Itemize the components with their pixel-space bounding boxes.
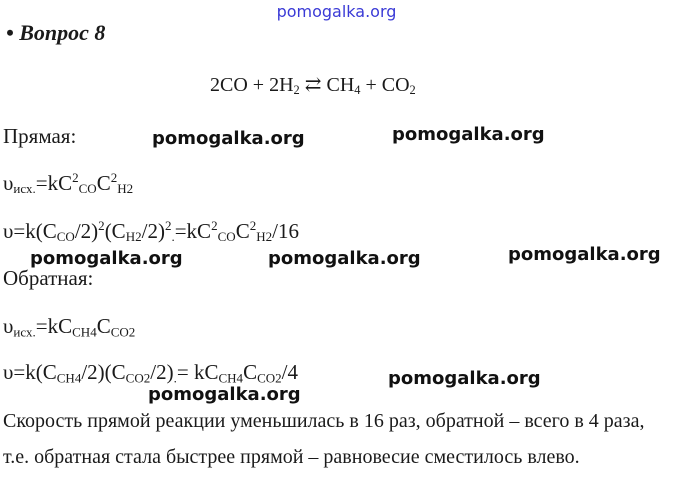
equilibrium-arrow-icon: ⇄ [304,74,322,96]
reaction-equation: $2CO + 2H_2$ ⇄ $CH_4 + CO_2$ [210,74,416,98]
conclusion-text: Скорость прямой реакции уменьшилась в 16 раз, обратной – всего в 4 раза, т.е. обратная стала быстрее прямой – равновесие сместилось влево. [3,410,645,468]
watermark-top: pomogalka.org [276,2,397,21]
watermark: pomogalka.org [268,248,421,269]
watermark: pomogalka.org [392,124,545,145]
reverse-label: Обратная: [3,266,94,290]
forward-rate-initial: $\upsilon_{исх.}=kC^2_{CO}C^2_{H2}$ [3,170,134,197]
watermark: pomogalka.org [508,244,661,265]
question-heading: • Вопрос 8 [6,20,106,45]
watermark: pomogalka.org [152,128,305,149]
forward-label: Прямая: [3,124,77,148]
watermark: pomogalka.org [30,248,183,269]
reverse-rate-new: $\upsilon=k(C_{CH4}/2)(C_{CO2}/2)_.= kC_{CH4}C_{CO2}/4$ [3,360,299,386]
reverse-rate-initial: $\upsilon_{исх.}=kC_{CH4}C_{CO2}$ [3,314,136,340]
forward-rate-new: $\upsilon=k(C_{CO}/2)^2(C_{H2}/2)^2_.=kC^2_{CO}C^2_{H2}/16$ [3,218,299,245]
watermark: pomogalka.org [148,384,301,405]
watermark: pomogalka.org [388,368,541,389]
